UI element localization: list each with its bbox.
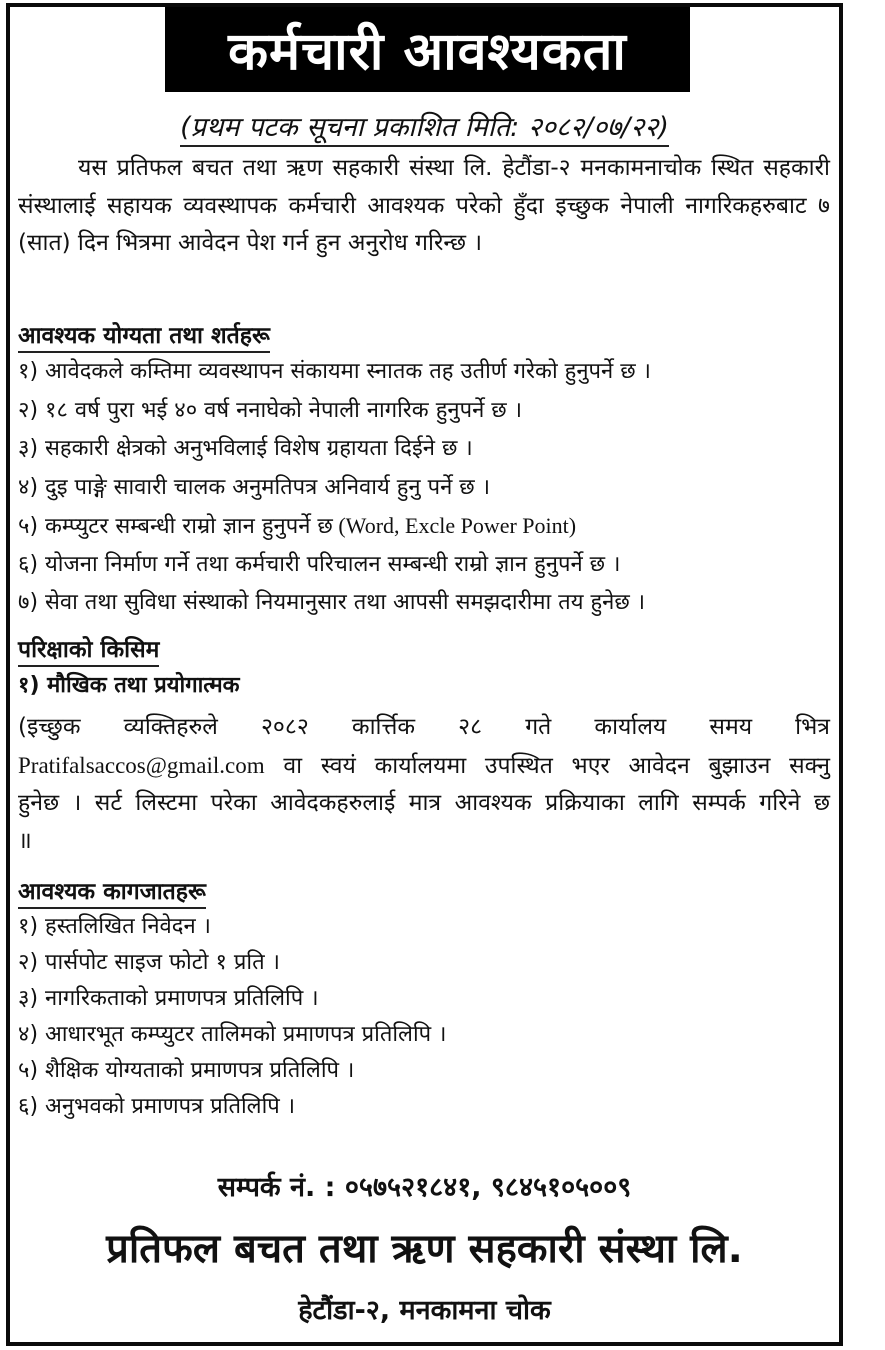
qualifications-list: [18, 353, 838, 623]
organization-name: प्रतिफल बचत तथा ऋण सहकारी संस्था लि.: [106, 1226, 743, 1272]
notice-title-banner: [165, 7, 690, 92]
contact-numbers: सम्पर्क नं. : ०५७५२१८४१, ९८४५१०५००९: [217, 1172, 632, 1203]
email-address[interactable]: Pratifalsaccos@gmail.com: [18, 752, 265, 778]
qualification-item: ६) योजना निर्माण गर्ने तथा कर्मचारी परिचालन सम्बन्धी राम्रो ज्ञान हुनुपर्ने छ ।: [18, 551, 621, 577]
qualification-item-text: ५) कम्प्युटर सम्बन्धी राम्रो ज्ञान हुनुपर्ने छ: [18, 514, 333, 539]
documents-list: [18, 909, 838, 1125]
document-item: ६) अनुभवको प्रमाणपत्र प्रतिलिपि ।: [18, 1094, 296, 1119]
intro-paragraph: यस प्रतिफल बचत तथा ऋण सहकारी संस्था लि. हेटौंडा-२ मनकामनाचोक स्थित सहकारी संस्थालाई सहायक व्यवस्थापक कर्मचारी आवश्यक परेको हुँदा इच्छुक नेपाली नागरिकहरुबाट ७ (सात) दिन भित्रमा आवेदन पेश गर्न हुन अनुरोध गरिन्छ ।: [18, 155, 830, 256]
publication-date: (प्रथम पटक सूचना प्रकाशित मिति: २०८२/०७/२२): [180, 112, 669, 147]
qualification-item: ३) सहकारी क्षेत्रको अनुभविलाई विशेष ग्रहायता दिईने छ ।: [18, 436, 473, 461]
document-item: ४) आधारभूत कम्प्युटर तालिमको प्रमाणपत्र प्रतिलिपि ।: [18, 1022, 447, 1047]
exam-heading: परिक्षाको किसिम: [18, 635, 159, 667]
qualification-item: ७) सेवा तथा सुविधा संस्थाको नियमानुसार तथा आपसी समझदारीमा तय हुनेछ ।: [18, 590, 646, 615]
qualification-item-5: [18, 507, 838, 546]
qualification-item: ४) दुइ पाङ्गे सावारी चालक अनुमतिपत्र अनिवार्य हुनु पर्ने छ ।: [18, 474, 491, 500]
qualification-item: २) १८ वर्ष पुरा भई ४० वर्ष ननाघेको नेपाली नागरिक हुनुपर्ने छ ।: [18, 397, 523, 423]
document-item: १) हस्तलिखित निवेदन ।: [18, 914, 212, 939]
notice-frame: [6, 3, 843, 1346]
qualifications-heading: आवश्यक योग्यता तथा शर्तहरू: [18, 321, 270, 353]
notice-title: कर्मचारी आवश्यकता: [228, 22, 627, 82]
document-item: ३) नागरिकताको प्रमाणपत्र प्रतिलिपि ।: [18, 986, 319, 1011]
document-item: ५) शैक्षिक योग्यताको प्रमाणपत्र प्रतिलिपि ।: [18, 1058, 355, 1083]
exam-type: १) मौखिक तथा प्रयोगात्मक: [18, 673, 240, 698]
instructions-part1: (इच्छुक व्यक्तिहरुले २०८२ कार्त्तिक २८ गते कार्यालय समय भित्र: [18, 714, 830, 740]
instructions-part2: वा स्वयं कार्यालयमा उपस्थित भएर आवेदन बुझाउन सक्नु हुनेछ । सर्ट लिस्टमा परेका आवेदकहरुलाई मात्र आवश्यक प्रक्रियाका लागि सम्पर्क गरिने छ ॥: [18, 752, 830, 854]
software-list: (Word, Excle Power Point): [332, 513, 577, 538]
document-item: २) पार्सपोट साइज फोटो १ प्रति ।: [18, 950, 281, 975]
documents-heading: आवश्यक कागजातहरू: [18, 877, 206, 909]
qualification-item: १) आवेदकले कम्तिमा व्यवस्थापन संकायमा स्नातक तह उतीर्ण गरेको हुनुपर्ने छ ।: [18, 359, 651, 384]
organization-address: हेटौंडा-२, मनकामना चोक: [298, 1295, 551, 1326]
publication-date-line: [10, 107, 839, 144]
application-instructions: [18, 709, 830, 860]
